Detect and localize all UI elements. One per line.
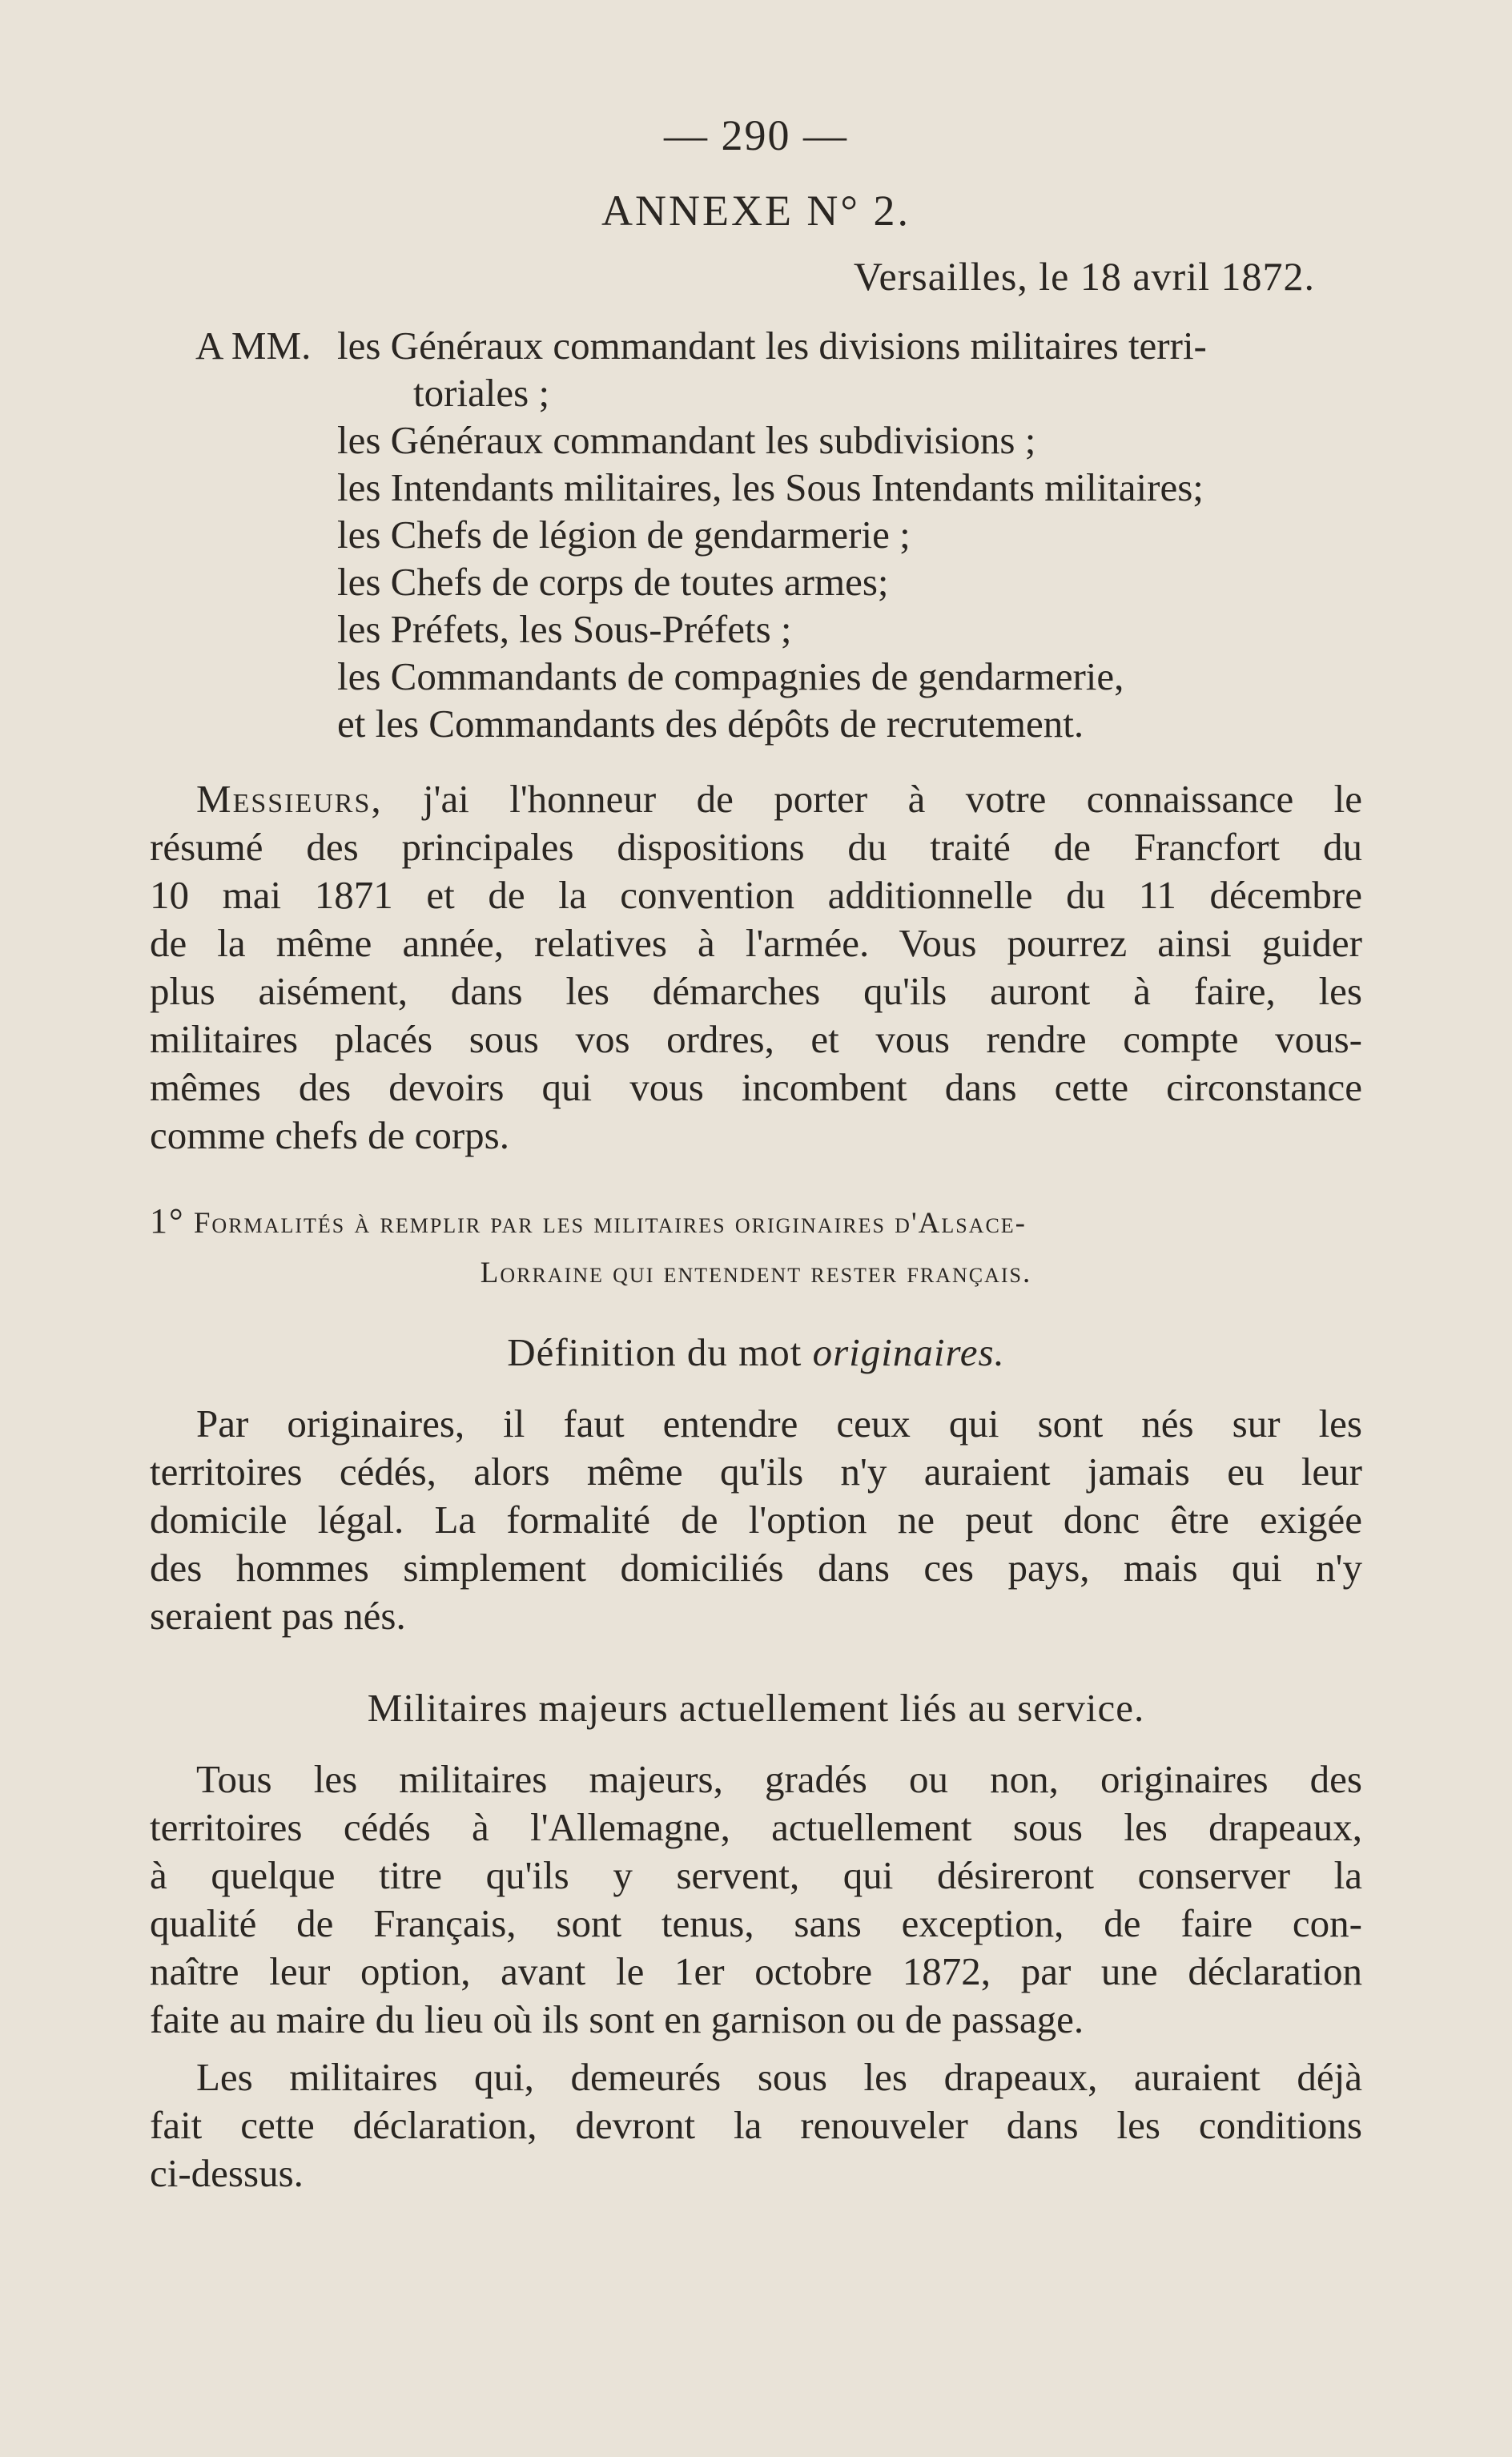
paragraph-line: résumé des principales dispositions du traité de Francfort du (150, 825, 1362, 869)
section-title-line-2: Lorraine qui entendent rester français. (480, 1257, 1032, 1289)
subheading-majeurs: Militaires majeurs actuellement liés au service. (367, 1686, 1145, 1730)
paragraph-line: domicile légal. La formalité de l'option ne peut donc être exigée (150, 1498, 1362, 1542)
section-heading (150, 1196, 1362, 1298)
paragraph-line: faite au maire du lieu où ils sont en garnison ou de passage. (150, 1997, 1084, 2041)
majeurs-paragraph (150, 1755, 1362, 2044)
paragraph-line: 10 mai 1871 et de la convention additionnelle du 11 décembre (150, 873, 1362, 917)
dateline: Versailles, le 18 avril 1872. (853, 254, 1315, 299)
addressee-line: les Généraux commandant les divisions militaires terri- (337, 324, 1207, 368)
paragraph-line: Tous les militaires majeurs, gradés ou non, originaires des (196, 1757, 1362, 1801)
addressee-line: les Généraux commandant les subdivisions ; (337, 418, 1036, 462)
addressee-prefix: A MM. (195, 324, 312, 368)
addressee-line: les Commandants de compagnies de gendarmerie, (337, 654, 1124, 698)
page-number: — 290 — (664, 111, 848, 159)
paragraph-line: territoires cédés, alors même qu'ils n'y auraient jamais eu leur (150, 1450, 1362, 1494)
paragraph-line: plus aisément, dans les démarches qu'ils auront à faire, les (150, 969, 1362, 1013)
paragraph-line: ci-dessus. (150, 2151, 304, 2195)
paragraph-line: des hommes simplement domiciliés dans ces pays, mais qui n'y (150, 1546, 1362, 1590)
paragraph-line: Les militaires qui, demeurés sous les drapeaux, auraient déjà (196, 2055, 1362, 2099)
addressee-line: les Préfets, les Sous-Préfets ; (337, 607, 792, 651)
paragraph-line: fait cette déclaration, devront la renouveler dans les conditions (150, 2103, 1362, 2147)
annex-title: ANNEXE N° 2. (601, 187, 911, 235)
paragraph-line: à quelque titre qu'ils y servent, qui désireront conserver la (150, 1853, 1362, 1897)
paragraph-line: de la même année, relatives à l'armée. Vous pourrez ainsi guider (150, 921, 1362, 965)
paragraph-line: qualité de Français, sont tenus, sans exception, de faire con- (150, 1901, 1362, 1945)
section-title-line-1: Formalités à remplir par les militaires originaires d'Alsace- (193, 1207, 1027, 1240)
salutation: Messieurs, (196, 777, 383, 821)
renew-paragraph (150, 2053, 1362, 2198)
addressee-block (195, 322, 1365, 747)
paragraph-line: j'ai l'honneur de porter à votre connaissance le (423, 777, 1363, 821)
definition-paragraph (150, 1400, 1362, 1640)
addressee-list (337, 322, 1365, 747)
addressee-line: toriales ; (413, 371, 550, 415)
paragraph-line: mêmes des devoirs qui vous incombent dans cette circonstance (150, 1065, 1362, 1109)
addressee-line: les Chefs de légion de gendarmerie ; (337, 513, 911, 557)
paragraph-line: comme chefs de corps. (150, 1113, 509, 1157)
paragraph-line: Par originaires, il faut entendre ceux qui sont nés sur les (196, 1401, 1362, 1446)
subheading-italic-word: originaires. (812, 1330, 1005, 1374)
addressee-line: les Chefs de corps de toutes armes; (337, 560, 889, 604)
subheading-definition: Définition du mot originaires. (507, 1330, 1005, 1374)
paragraph-line: naître leur option, avant le 1er octobre 1872, par une déclaration (150, 1949, 1362, 1993)
intro-paragraph (150, 775, 1362, 1160)
paragraph-line: territoires cédés à l'Allemagne, actuellement sous les drapeaux, (150, 1805, 1362, 1849)
addressee-line: et les Commandants des dépôts de recrutement. (337, 702, 1084, 746)
paragraph-line: seraient pas nés. (150, 1594, 406, 1638)
section-number: 1° (150, 1201, 185, 1241)
paragraph-line: militaires placés sous vos ordres, et vous rendre compte vous- (150, 1017, 1362, 1061)
addressee-line: les Intendants militaires, les Sous Intendants militaires; (337, 465, 1204, 509)
